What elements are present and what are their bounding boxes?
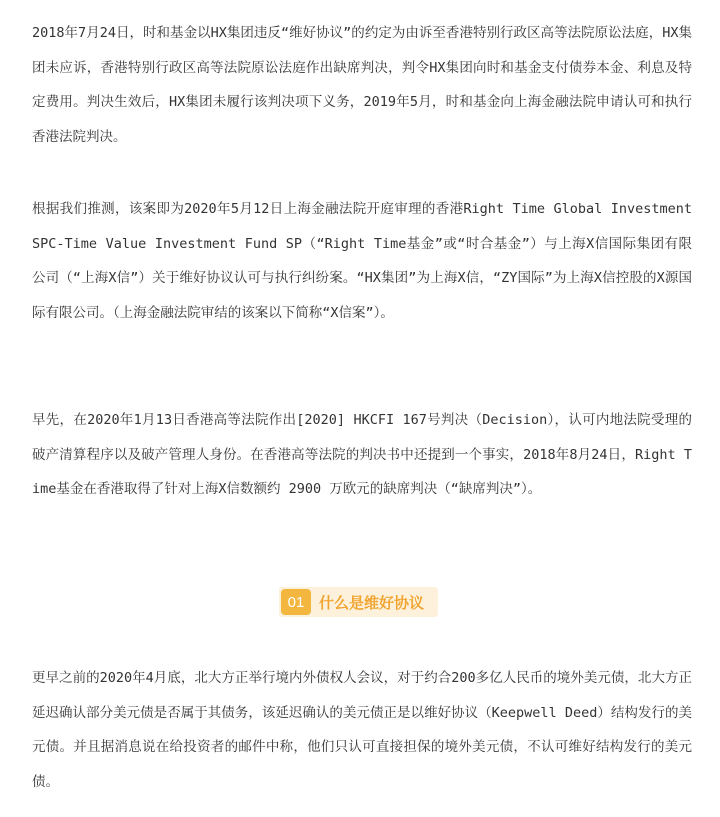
section-heading	[279, 587, 438, 617]
paragraph-3: 早先，在2020年1月13日香港高等法院作出[2020] HKCFI 167号判决（Decision），认可内地法院受理的破产清算程序以及破产管理人身份。在香港高等法院的判决书中还提到一个事实，2018年8月24日，Right Time基金在香港取得了针对上海X信数额约 2900 万欧元的缺席判决（“缺席判决”）。	[32, 412, 692, 497]
paragraph-2: 根据我们推测，该案即为2020年5月12日上海金融法院开庭审理的香港Right Time Global Investment SPC-Time Value Investment Fund SP（“Right Time基金”或“时合基金”）与上海X信国际集团有限公司（“上海X信”）关于维好协议认可与执行纠纷案。“HX集团”为上海X信，“ZY国际”为上海X信控股的X源国际有限公司。（上海金融法院审结的该案以下简称“X信案”）。	[32, 201, 692, 321]
paragraph-4: 更早之前的2020年4月底，北大方正举行境内外债权人会议，对于约合200多亿人民币的境外美元债，北大方正延迟确认部分美元债是否属于其债务，该延迟确认的美元债正是以维好协议（Keepwell Deed）结构发行的美元债。并且据消息说在给投资者的邮件中称，他们只认可直接担保的境外美元债，不认可维好结构发行的美元债。	[32, 670, 692, 790]
section-title: 什么是维好协议	[319, 594, 425, 612]
paragraph-1: 2018年7月24日，时和基金以HX集团违反“维好协议”的约定为由诉至香港特别行政区高等法院原讼法庭，HX集团未应诉，香港特别行政区高等法院原讼法庭作出缺席判决，判令HX集团向时和基金支付债券本金、利息及特定费用。判决生效后，HX集团未履行该判决项下义务，2019年5月，时和基金向上海金融法院申请认可和执行香港法院判决。	[32, 25, 692, 145]
section-number-badge: 01	[281, 589, 311, 615]
